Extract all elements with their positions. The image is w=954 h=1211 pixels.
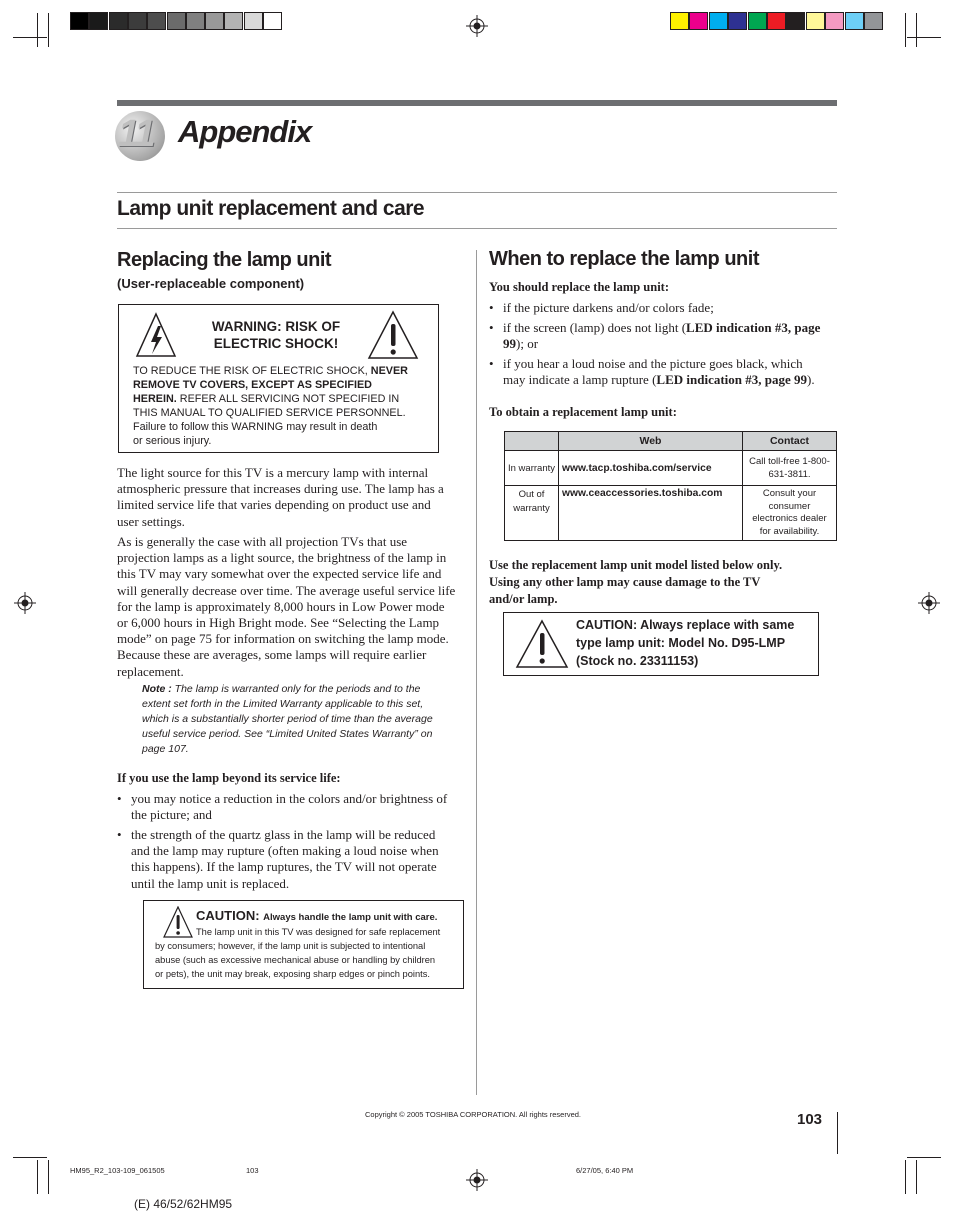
caution-line: type lamp unit: Model No. D95-LMP <box>576 636 786 650</box>
right-heading: When to replace the lamp unit <box>489 248 759 270</box>
warning-line5: Failure to follow this WARNING may result in death <box>133 421 378 433</box>
crop-mark <box>48 1160 49 1194</box>
slug-date: 6/27/05, 6:40 PM <box>576 1166 634 1175</box>
caution-box-handle <box>143 900 464 989</box>
chapter-number-badge <box>115 111 165 161</box>
gray-swatch <box>89 12 108 30</box>
table-header-row <box>505 432 837 451</box>
note-label: Note : <box>142 683 172 695</box>
registration-mark-icon <box>466 1169 488 1191</box>
warranty-note <box>142 682 462 757</box>
table-cell: In warranty <box>505 451 559 486</box>
exclamation-warning-icon <box>515 619 569 669</box>
warning-title-line1: WARNING: RISK OF <box>211 319 341 334</box>
section-rule-bottom <box>117 228 837 229</box>
gray-swatch <box>109 12 128 30</box>
text-line: mode” on page 75 for information on switching the lamp mode. <box>117 631 449 647</box>
table-row <box>505 451 837 486</box>
table-cell: Call toll-free 1-800-631-3811. <box>743 451 837 486</box>
warning-line4: THIS MANUAL TO QUALIFIED SERVICE PERSONNEL. <box>133 407 406 419</box>
caution-label: CAUTION: <box>196 908 260 923</box>
text-segment: if the screen (lamp) does not light ( <box>503 320 687 335</box>
exclamation-warning-icon <box>367 310 419 360</box>
replacement-source-table <box>504 431 837 541</box>
caution-line: (Stock no. 23311153) <box>576 654 699 668</box>
warning-line3a: HEREIN. <box>133 393 177 405</box>
page-number-rule <box>837 1112 838 1154</box>
table-cell: Out of warranty <box>505 486 559 541</box>
copyright: Copyright © 2005 TOSHIBA CORPORATION. All rights reserved. <box>365 1110 582 1119</box>
text-line: you may notice a reduction in the colors and/or brightness of <box>131 791 448 806</box>
note-line: page 107. <box>142 743 189 755</box>
note-line: The lamp is warranted only for the periods and to the <box>174 683 421 695</box>
crop-mark <box>905 1160 906 1194</box>
caution-line: The lamp unit in this TV was designed for safe replacement <box>196 927 441 937</box>
obtain-heading: To obtain a replacement lamp unit: <box>489 405 677 419</box>
gray-swatch <box>224 12 243 30</box>
page-number: 103 <box>797 1111 823 1128</box>
crop-mark <box>907 1157 941 1158</box>
text-line: Using any other lamp may cause damage to the TV <box>489 575 761 589</box>
text-line: and the lamp may rupture (often making a loud noise when <box>131 843 439 859</box>
text-line: this TV may vary somewhat over the expected service life and <box>117 566 442 582</box>
crop-mark <box>905 13 906 47</box>
text-line: projection lamps as a light source, the brightness of the lamp in <box>117 550 447 566</box>
text-line: or 6,000 hours in High Bright mode. See “Selecting the Lamp <box>117 615 440 631</box>
color-swatch <box>864 12 883 30</box>
warning-line6: or serious injury. <box>133 435 212 447</box>
note-line: which is a substantially shorter period of time than the average <box>142 713 433 725</box>
gray-swatch <box>263 12 282 30</box>
column-divider <box>476 250 477 1095</box>
text-line: As is generally the case with all projection TVs that use <box>117 534 408 549</box>
intro-paragraph-1 <box>117 465 467 530</box>
section-title: Lamp unit replacement and care <box>117 197 425 220</box>
chapter-title: Appendix <box>178 114 312 149</box>
table-row <box>505 486 837 541</box>
led-reference: LED indication #3, page <box>686 320 821 335</box>
text-line: The light source for this TV is a mercury lamp with internal <box>117 465 429 480</box>
color-swatch <box>728 12 747 30</box>
text-line: replacement. <box>117 663 184 679</box>
exclamation-warning-icon <box>163 906 193 938</box>
bullet-dot: • <box>489 320 494 335</box>
note-line: useful service period. See “Limited United States Warranty” on <box>142 728 433 740</box>
text-segment: ). <box>807 372 815 388</box>
left-subheading: (User-replaceable component) <box>117 276 305 291</box>
table-header-cell: Contact <box>743 432 837 451</box>
warning-line1b: NEVER <box>370 365 408 377</box>
led-reference: LED indication #3, page 99 <box>656 372 808 388</box>
color-swatch <box>670 12 689 30</box>
color-swatch <box>806 12 825 30</box>
slug-page: 103 <box>246 1166 259 1175</box>
crop-mark <box>13 1157 47 1158</box>
gray-swatch <box>70 12 89 30</box>
text-line: limited service life that varies depending on product use and <box>117 497 431 513</box>
note-line: extent set forth in the Limited Warranty applicable to this set, <box>142 698 424 710</box>
caution-line: by consumers; however, if the lamp unit is subjected to intentional <box>155 941 426 951</box>
crop-mark <box>907 37 941 38</box>
text-line: for the lamp is approximately 8,000 hours in Low Power mode <box>117 598 445 614</box>
registration-mark-icon <box>14 592 36 614</box>
warning-line1a: TO REDUCE THE RISK OF ELECTRIC SHOCK, <box>133 365 368 377</box>
text-line: if the picture darkens and/or colors fade; <box>503 300 714 315</box>
crop-mark <box>916 1160 917 1194</box>
caution-line: abuse (such as excessive mechanical abuse or handling by children <box>155 955 436 965</box>
text-line: if you hear a loud noise and the picture goes black, which <box>503 356 803 371</box>
color-swatch <box>748 12 767 30</box>
gray-swatch <box>205 12 224 30</box>
color-swatch <box>786 12 805 30</box>
gray-swatch <box>186 12 205 30</box>
section-rule-top <box>117 192 837 193</box>
text-segment: may indicate a lamp rupture ( <box>503 372 657 388</box>
model-number: (E) 46/52/62HM95 <box>134 1197 233 1211</box>
warning-box <box>118 304 439 453</box>
warning-title-line2: ELECTRIC SHOCK! <box>213 336 339 351</box>
chapter-rule <box>117 100 837 106</box>
bullet-dot: • <box>117 791 122 806</box>
crop-mark <box>916 13 917 47</box>
table-header-cell <box>505 432 559 451</box>
color-swatch <box>845 12 864 30</box>
warning-line2: REMOVE TV COVERS, EXCEPT AS SPECIFIED <box>133 379 372 391</box>
crop-mark <box>37 13 38 47</box>
registration-mark-icon <box>466 15 488 37</box>
slug-file: HM95_R2_103-109_061505 <box>70 1166 165 1175</box>
beyond-service-heading: If you use the lamp beyond its service life: <box>117 771 341 785</box>
warning-line3b: REFER ALL SERVICING NOT SPECIFIED IN <box>179 393 400 405</box>
crop-mark <box>48 13 49 47</box>
color-swatch <box>767 12 786 30</box>
text-segment: ); or <box>516 336 539 352</box>
color-swatch <box>689 12 708 30</box>
text-line: atmospheric pressure that increases during use. The lamp has a <box>117 481 444 497</box>
crop-mark <box>37 1160 38 1194</box>
color-swatch <box>825 12 844 30</box>
table-link-cell[interactable]: www.tacp.toshiba.com/service <box>559 451 743 486</box>
use-model-paragraph <box>489 557 782 608</box>
text-line: this happens). If the lamp ruptures, the TV will not operate <box>131 859 437 875</box>
gray-swatch <box>128 12 147 30</box>
gray-swatch <box>147 12 166 30</box>
text-line: the picture; and <box>131 807 212 823</box>
led-reference: 99 <box>503 336 516 352</box>
chapter-number: 11 <box>118 113 154 155</box>
should-replace-heading: You should replace the lamp unit: <box>489 280 670 294</box>
bullet-dot: • <box>489 300 494 315</box>
bullet-dot: • <box>489 356 494 371</box>
gray-swatch <box>167 12 186 30</box>
text-line: will generally decrease over time. The average useful service life <box>117 582 456 598</box>
intro-paragraph-2 <box>117 534 467 680</box>
color-swatch <box>709 12 728 30</box>
registration-mark-icon <box>918 592 940 614</box>
lightning-warning-icon <box>135 312 177 358</box>
caution-line: CAUTION: Always replace with same <box>576 618 795 632</box>
text-line: the strength of the quartz glass in the lamp will be reduced <box>131 827 436 842</box>
crop-mark <box>13 37 47 38</box>
caution-headline: Always handle the lamp unit with care. <box>263 912 438 923</box>
text-line: until the lamp unit is replaced. <box>131 875 290 891</box>
left-heading: Replacing the lamp unit <box>117 249 332 271</box>
caution-line: or pets), the unit may break, exposing sharp edges or pinch points. <box>155 969 430 979</box>
gray-swatch <box>244 12 263 30</box>
table-cell: Consult your consumer electronics dealer for availability. <box>743 486 837 541</box>
text-line: and/or lamp. <box>489 592 558 606</box>
caution-box-model <box>503 612 819 676</box>
text-line: user settings. <box>117 513 185 529</box>
bullet-dot: • <box>117 827 122 842</box>
table-link-cell[interactable]: www.ceaccessories.toshiba.com <box>559 486 743 541</box>
table-header-cell: Web <box>559 432 743 451</box>
text-line: Because these are averages, some lamps will require earlier <box>117 647 427 663</box>
text-line: Use the replacement lamp unit model listed below only. <box>489 558 783 572</box>
